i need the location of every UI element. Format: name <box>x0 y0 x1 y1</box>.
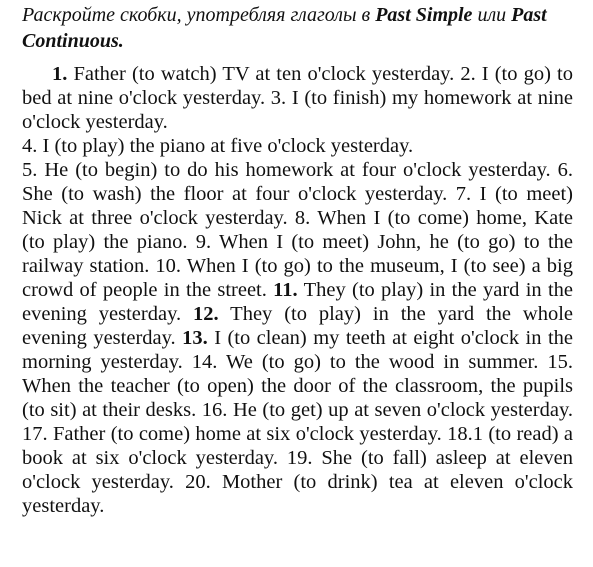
item-number-11: 11. <box>273 279 298 301</box>
exercise-instruction <box>22 2 578 54</box>
item-number-1: 1. <box>52 63 68 85</box>
tense-past-simple: Past Simple <box>375 4 473 26</box>
exercise-paragraph-2 <box>22 134 573 158</box>
exercise-text <box>22 62 573 518</box>
exercise-paragraph-1 <box>22 62 573 134</box>
tense-past-continuous: Past Continuous. <box>22 4 547 52</box>
item-12-text: They (to play) in the yard the whole evening yesterday. <box>22 303 574 349</box>
items-1-3-text: Father (to watch) TV at ten o'clock yesterday. 2. I (to go) to bed at nine o'clock yesterday. 3. I (to finish) my homework at nine o'clock yesterday. <box>22 63 573 133</box>
items-5-10-text: 5. He (to begin) to do his homework at four o'clock yesterday. 6. She (to wash) the floor at four o'clock yesterday. 7. I (to meet) Nick at three o'clock yesterday. 8. When I (to come) home, Kate (to play) the piano. 9. When I (to meet) John, he (to go) to the railway station. 10. When I (to go) to the museum, I (to see) a big crowd of people in the street. <box>22 159 573 301</box>
exercise-paragraph-3 <box>22 158 573 518</box>
instruction-middle: или <box>472 4 512 26</box>
instruction-prefix: Раскройте скобки, употребляя глаголы в <box>22 4 376 26</box>
item-11-text: They (to play) in the yard in the evening yesterday. <box>22 279 573 325</box>
items-13-20-text: I (to clean) my teeth at eight o'clock in the morning yesterday. 14. We (to go) to the wood in summer. 15. When the teacher (to open) the door of the classroom, the pupils (to sit) at their desks. 16. He (to get) up at seven o'clock yesterday. 17. Father (to come) home at six o'clock yesterday. 18.1 (to read) a book at six o'clock yesterday. 19. She (to fall) asleep at eleven o'clock yesterday. 20. Mother (to drink) tea at eleven o'clock yesterday. <box>22 327 573 517</box>
item-4-text: 4. I (to play) the piano at five o'clock yesterday. <box>22 135 414 157</box>
item-number-13: 13. <box>182 327 208 349</box>
item-number-12: 12. <box>193 303 219 325</box>
